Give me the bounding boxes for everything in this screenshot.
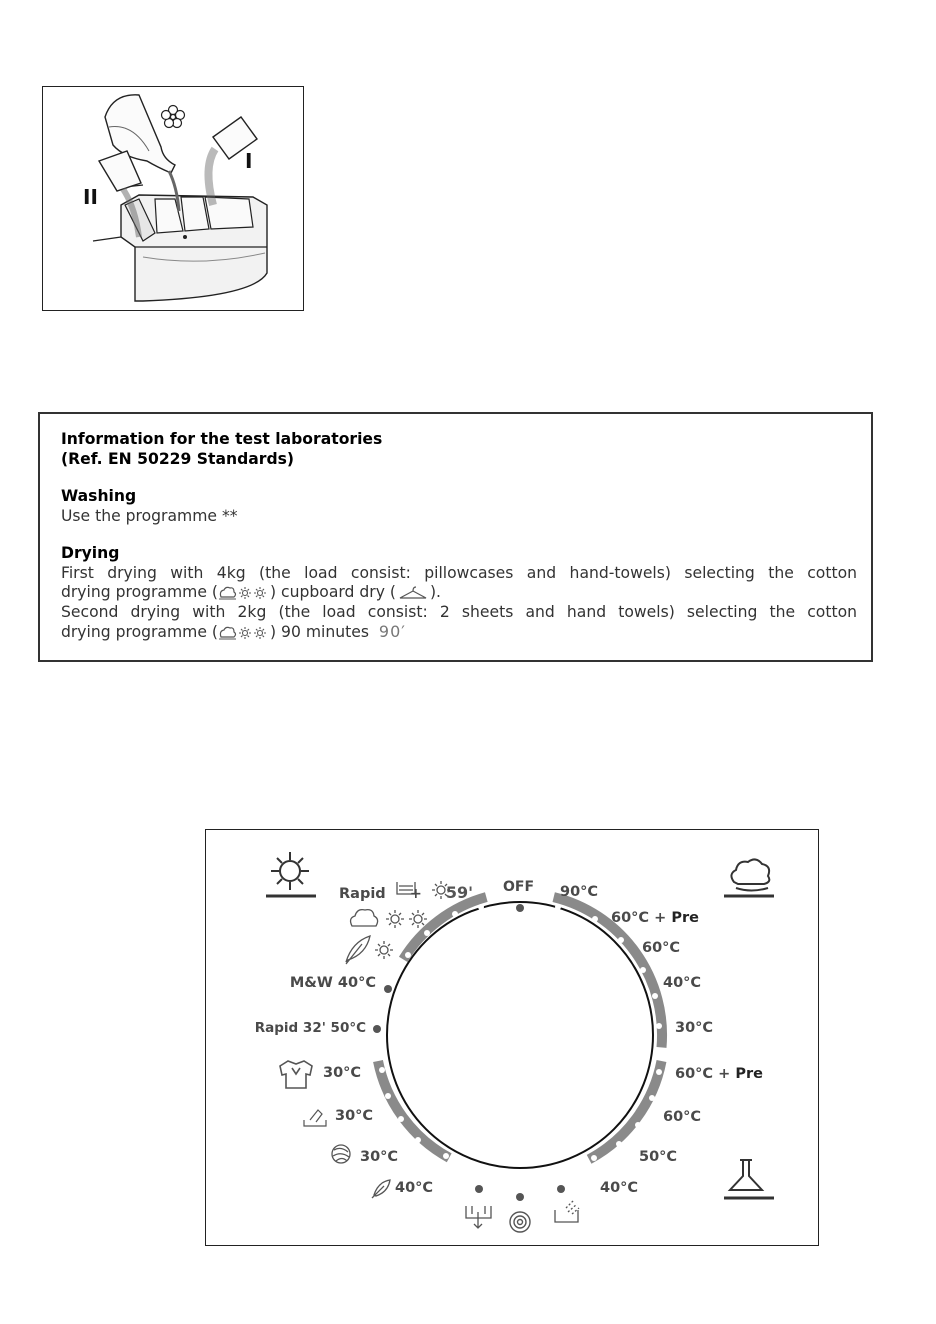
test-laboratory-info-box bbox=[38, 412, 873, 662]
feather-sun-icon bbox=[346, 936, 393, 964]
hand-wash-icon bbox=[304, 1110, 326, 1126]
delicate-feather-icon bbox=[372, 1180, 390, 1198]
wool-icon bbox=[332, 1145, 350, 1163]
shirt-30-label: 30°C bbox=[323, 1065, 362, 1081]
drying-line3: Second drying with 2kg (the load consist: 2 sheets and hand towels) selecting the cotton bbox=[61, 602, 857, 621]
drying-heading: Drying bbox=[61, 544, 120, 562]
cotton-60-pre-label: 60°C + Pre bbox=[611, 910, 699, 926]
compartment-one-label: I bbox=[245, 149, 253, 173]
sun-dry-icon bbox=[266, 852, 316, 896]
cotton-60-label: 60°C bbox=[642, 940, 681, 956]
hanger-icon bbox=[396, 585, 430, 601]
spin-icon bbox=[510, 1212, 530, 1232]
rapid32-dot bbox=[373, 1025, 381, 1033]
dial-knob[interactable] bbox=[387, 902, 653, 1168]
wool-30-label: 30°C bbox=[360, 1149, 399, 1165]
cotton-40-label: 40°C bbox=[663, 975, 702, 991]
programme-selector-dial bbox=[205, 829, 819, 1246]
rinse-dot bbox=[557, 1185, 565, 1193]
synth-50-label: 50°C bbox=[639, 1149, 678, 1165]
mw-dot bbox=[384, 985, 392, 993]
cloud-icon bbox=[724, 859, 774, 896]
compartment-two-label: II bbox=[83, 185, 98, 209]
info-title-line2: (Ref. EN 50229 Standards) bbox=[61, 449, 295, 468]
spin-dot bbox=[516, 1193, 524, 1201]
drying-line1: First drying with 4kg (the load consist: pillowcases and hand-towels) selecting the cotton bbox=[61, 563, 857, 582]
off-dot bbox=[516, 904, 524, 912]
synth-60-pre-label: 60°C + Pre bbox=[675, 1066, 763, 1082]
washing-heading: Washing bbox=[61, 487, 137, 505]
off-label: OFF bbox=[503, 879, 535, 895]
washing-text: Use the programme ** bbox=[61, 506, 238, 525]
hand-30-label: 30°C bbox=[335, 1108, 374, 1124]
rinse-icon bbox=[555, 1200, 579, 1222]
cotton-90-label: 90°C bbox=[560, 884, 599, 900]
cotton-dry-extra-icon bbox=[218, 585, 270, 601]
cotton-dry-extra-icon bbox=[218, 625, 270, 641]
cotton-30-label: 30°C bbox=[675, 1020, 714, 1036]
delicate-40-label: 40°C bbox=[395, 1180, 434, 1196]
mw-40-label: M&W 40°C bbox=[289, 975, 376, 991]
info-title-line1: Information for the test laboratories bbox=[61, 430, 383, 448]
drying-line2: drying programme ( ) cupboard dry ( ). bbox=[61, 583, 442, 601]
drain-dot bbox=[475, 1185, 483, 1193]
flask-icon bbox=[724, 1160, 774, 1198]
drying-line4: drying programme ( ) 90 minutes 90′ bbox=[61, 622, 406, 641]
synth-40-label: 40°C bbox=[600, 1180, 639, 1196]
synth-60-label: 60°C bbox=[663, 1109, 702, 1125]
shirt-icon bbox=[280, 1061, 312, 1088]
rapid-59-label: Rapid + 59' bbox=[339, 883, 474, 902]
flower-icon bbox=[162, 106, 185, 128]
detergent-drawer-illustration bbox=[42, 86, 304, 311]
rapid-32-label: Rapid 32' 50°C bbox=[254, 1020, 366, 1036]
drain-icon bbox=[466, 1206, 491, 1228]
cloud-dry-icon bbox=[351, 910, 427, 928]
